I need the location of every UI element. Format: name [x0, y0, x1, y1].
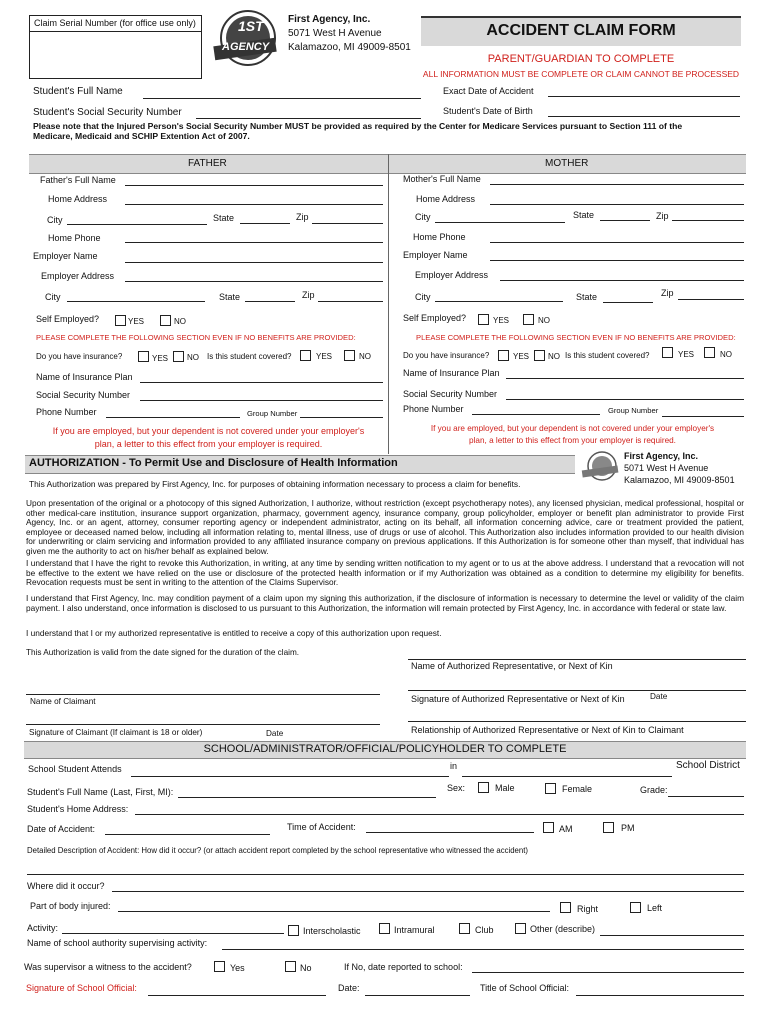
activity-field[interactable]	[62, 933, 284, 934]
witness-no-label: No	[300, 963, 312, 973]
mother-zip-label: Zip	[656, 211, 669, 221]
body-right-checkbox[interactable]	[560, 902, 571, 913]
father-student-covered-label: Is this student covered?	[207, 352, 292, 361]
witness-yes-label: Yes	[230, 963, 245, 973]
mother-insurance-plan-field[interactable]	[506, 378, 744, 379]
mother-self-employed-yes-label: YES	[493, 316, 510, 325]
mother-self-employed-no-label: NO	[538, 316, 550, 325]
mother-insurance-plan-label: Name of Insurance Plan	[403, 368, 500, 378]
father-self-employed-yes-label: YES	[128, 317, 145, 326]
father-group-label: Group Number	[247, 409, 298, 418]
activity-club-label: Club	[475, 925, 494, 935]
father-state-field[interactable]	[240, 223, 290, 224]
mother-heading: MOTHER	[545, 158, 589, 169]
body-part-field[interactable]	[118, 911, 550, 912]
ssn-notice: Please note that the Injured Person's Social Security Number MUST be provided as required by the Center for Medicare Services pursuant to Section 111 of the Medicare, Medicaid and SCHIP Extention Act of 2007.	[33, 121, 683, 141]
father-ssn-field[interactable]	[140, 400, 383, 401]
witness-yes-checkbox[interactable]	[214, 961, 225, 972]
mother-covered-yes-checkbox[interactable]	[662, 347, 673, 358]
time-am-label: AM	[559, 824, 573, 834]
school-student-name-label: Student's Full Name (Last, First, MI):	[27, 787, 174, 797]
school-accident-time-label: Time of Accident:	[287, 822, 356, 832]
mother-state2-field[interactable]	[603, 302, 653, 303]
rep-name-field[interactable]	[408, 659, 746, 660]
auth-company-street: 5071 West H Avenue	[624, 463, 709, 473]
body-left-label: Left	[647, 903, 663, 913]
mother-phone-label: Phone Number	[403, 404, 464, 414]
father-insurance-no-checkbox[interactable]	[173, 351, 184, 362]
serial-number-input[interactable]	[31, 33, 199, 76]
father-zip-label: Zip	[296, 212, 309, 222]
father-full-name-field[interactable]	[125, 185, 383, 186]
school-district-field[interactable]	[462, 776, 672, 777]
father-zip2-field[interactable]	[318, 301, 383, 302]
father-covered-no-label: NO	[359, 352, 371, 361]
student-full-name-field[interactable]	[143, 98, 421, 99]
authority-name-field[interactable]	[222, 949, 744, 950]
father-self-employed-no-checkbox[interactable]	[160, 315, 171, 326]
small-agency-logo	[580, 450, 620, 484]
school-signature-label: Signature of School Official:	[26, 983, 137, 993]
school-signature-field[interactable]	[148, 995, 326, 996]
mother-home-phone-field[interactable]	[490, 242, 744, 243]
school-heading: SCHOOL/ADMINISTRATOR/OFFICIAL/POLICYHOLDER TO COMPLETE	[203, 743, 567, 755]
mother-zip2-field[interactable]	[678, 299, 744, 300]
school-district-label: School District	[676, 760, 740, 771]
father-self-employed-yes-checkbox[interactable]	[115, 315, 126, 326]
school-title-field[interactable]	[576, 995, 744, 996]
father-complete-note: PLEASE COMPLETE THE FOLLOWING SECTION EVEN IF NO BENEFITS ARE PROVIDED:	[36, 333, 356, 342]
rep-signature-field[interactable]	[408, 690, 746, 691]
mother-phone-field[interactable]	[472, 414, 600, 415]
time-pm-label: PM	[621, 823, 635, 833]
body-left-checkbox[interactable]	[630, 902, 641, 913]
logo-bottom-text: AGENCY	[222, 41, 270, 53]
auth-paragraph-1: Upon presentation of the original or a photocopy of this signed Authorization, I authorize, without restriction (except psychotherapy notes), any licensed physician, medical professional, hospital or other medical-care institution, insurance support organization, pharmacy, government agency, insurance company, group policyholder, employer or benefit plan administrator to provide First Agency, Inc. or an agent, attorney, consumer reporting agency or independent administrator, acting on its behalf, all information concerning advice, care or treatment provided the patient, employee or deceased named below, including all information relating to, mental illness, use of drugs or use of alcohol. This Authorization also includes information provided to our health division for underwriting or claim servicing and information provided to any affiliated insurance company on previous applications. If this Authorization is for someone other than myself, that individual has given me the authority to act on his/her behalf as explained below.	[26, 498, 744, 556]
claimant-date-label: Date	[266, 729, 284, 738]
father-covered-no-checkbox[interactable]	[344, 350, 355, 361]
mother-full-name-field[interactable]	[490, 184, 744, 185]
school-accident-time-field[interactable]	[366, 832, 534, 833]
father-state2-field[interactable]	[245, 301, 295, 302]
mother-ssn-field[interactable]	[506, 399, 744, 400]
father-employer-name-label: Employer Name	[33, 251, 98, 261]
father-city2-field[interactable]	[67, 301, 205, 302]
mother-ssn-label: Social Security Number	[403, 389, 498, 399]
witness-no-checkbox[interactable]	[285, 961, 296, 972]
school-date-field[interactable]	[365, 995, 470, 996]
father-insurance-yes-label: YES	[152, 354, 169, 363]
school-date-label: Date:	[338, 983, 360, 993]
if-no-date-label: If No, date reported to school:	[344, 962, 463, 972]
father-employer-address-field[interactable]	[125, 281, 383, 282]
auth-company-name: First Agency, Inc.	[624, 451, 699, 461]
activity-interscholastic-checkbox[interactable]	[288, 925, 299, 936]
mother-zip2-label: Zip	[661, 288, 674, 298]
claimant-name-label: Name of Claimant	[30, 697, 96, 706]
student-ssn-field[interactable]	[196, 118, 421, 119]
student-ssn-label: Student's Social Security Number	[33, 107, 182, 118]
accident-date-label: Exact Date of Accident	[443, 86, 534, 96]
claimant-signature-field[interactable]	[26, 724, 380, 725]
if-no-date-field[interactable]	[472, 972, 744, 973]
father-employer-name-field[interactable]	[125, 262, 383, 263]
father-phone-field[interactable]	[106, 417, 240, 418]
mother-employer-address-label: Employer Address	[415, 270, 489, 280]
parents-divider	[388, 154, 389, 454]
father-home-phone-field[interactable]	[125, 242, 383, 243]
student-dob-label: Student's Date of Birth	[443, 106, 533, 116]
student-full-name-label: Student's Full Name	[33, 86, 123, 97]
activity-other-field[interactable]	[600, 935, 744, 936]
father-home-address-label: Home Address	[48, 194, 108, 204]
accident-date-field[interactable]	[548, 96, 740, 97]
mother-employed-note-1: If you are employed, but your dependent is not covered under your employer's	[430, 424, 715, 433]
mother-employed-note-2: plan, a letter to this effect from your employer is required.	[469, 436, 676, 445]
accident-description-field[interactable]	[27, 874, 744, 875]
mother-state-label: State	[573, 210, 595, 220]
company-name: First Agency, Inc.	[288, 14, 371, 25]
auth-paragraph-2: I understand that I have the right to revoke this Authorization, in writing, at any time by sending written notification to my agent or to us at the above address. I understand that a revocation will not be effective to the extent we have relied on the use or disclosure of the protected health information or if my Authorization was obtained as a condition to determine my eligibility for benefits. Revocation requests must be sent in writing to the attention of the Claims Supervisor.	[26, 558, 744, 588]
time-pm-checkbox[interactable]	[603, 822, 614, 833]
accident-description-label: Detailed Description of Accident: How did it occur? (or attach accident report completed by the school representative who witnessed the accident)	[27, 846, 528, 855]
mother-covered-no-checkbox[interactable]	[704, 347, 715, 358]
mother-home-phone-label: Home Phone	[413, 232, 466, 242]
school-home-address-field[interactable]	[135, 814, 744, 815]
sex-female-checkbox[interactable]	[545, 783, 556, 794]
form-title: ACCIDENT CLAIM FORM	[486, 22, 676, 39]
father-covered-yes-checkbox[interactable]	[300, 350, 311, 361]
activity-club-checkbox[interactable]	[459, 923, 470, 934]
mother-insurance-no-label: NO	[548, 352, 560, 361]
father-home-address-field[interactable]	[125, 204, 383, 205]
mother-city2-label: City	[415, 292, 431, 302]
mother-city-label: City	[415, 212, 431, 222]
company-city: Kalamazoo, MI 49009-8501	[288, 42, 411, 53]
mother-group-field[interactable]	[662, 416, 744, 417]
sex-male-label: Male	[495, 783, 515, 793]
school-attends-field[interactable]	[131, 776, 449, 777]
mother-home-address-label: Home Address	[416, 194, 476, 204]
father-full-name-label: Father's Full Name	[40, 175, 116, 185]
father-have-insurance-label: Do you have insurance?	[36, 352, 123, 361]
father-ssn-label: Social Security Number	[36, 390, 131, 400]
mother-covered-yes-label: YES	[678, 350, 695, 359]
father-zip-field[interactable]	[312, 223, 383, 224]
father-city-field[interactable]	[67, 224, 207, 225]
mother-complete-note: PLEASE COMPLETE THE FOLLOWING SECTION EVEN IF NO BENEFITS ARE PROVIDED:	[416, 333, 736, 342]
activity-other-label: Other (describe)	[530, 924, 596, 934]
mother-zip-field[interactable]	[672, 220, 744, 221]
mother-employer-name-field[interactable]	[490, 260, 744, 261]
sex-male-checkbox[interactable]	[478, 782, 489, 793]
mother-home-address-field[interactable]	[490, 204, 744, 205]
authorization-heading: AUTHORIZATION - To Permit Use and Disclosure of Health Information	[29, 457, 398, 469]
mother-insurance-no-checkbox[interactable]	[534, 350, 545, 361]
mother-state-field[interactable]	[600, 220, 650, 221]
mother-full-name-label: Mother's Full Name	[403, 174, 481, 184]
mother-self-employed-no-checkbox[interactable]	[523, 314, 534, 325]
student-dob-field[interactable]	[548, 116, 740, 117]
supervisor-witness-label: Was supervisor a witness to the accident?	[24, 962, 192, 972]
rep-signature-label: Signature of Authorized Representative or Next of Kin	[411, 694, 625, 704]
auth-paragraph-3: I understand that First Agency, Inc. may condition payment of a claim upon my signing this authorization, if the disclosure of information is necessary to determine the level or validity of the claim payment. I also understand, once information is disclosed to us pursuant to this Authorization, the information will remain protected by First Agency, Inc. in accordance with federal or state law.	[26, 593, 744, 613]
auth-company-city: Kalamazoo, MI 49009-8501	[624, 475, 735, 485]
father-state2-label: State	[219, 292, 241, 302]
father-state-label: State	[213, 213, 235, 223]
where-occurred-label: Where did it occur?	[27, 881, 105, 891]
sex-female-label: Female	[562, 784, 593, 794]
school-in-label: in	[450, 761, 458, 771]
mother-employer-name-label: Employer Name	[403, 250, 468, 260]
all-info-note: ALL INFORMATION MUST BE COMPLETE OR CLAIM CANNOT BE PROCESSED	[422, 69, 740, 79]
company-street: 5071 West H Avenue	[288, 28, 382, 39]
father-insurance-no-label: NO	[187, 353, 199, 362]
relationship-label: Relationship of Authorized Representative or Next of Kin to Claimant	[411, 725, 684, 735]
body-right-label: Right	[577, 904, 599, 914]
auth-valid-note: This Authorization is valid from the date signed for the duration of the claim.	[26, 648, 300, 657]
relationship-field[interactable]	[408, 721, 746, 722]
mother-have-insurance-label: Do you have insurance?	[403, 351, 490, 360]
rep-date-label: Date	[650, 692, 668, 701]
mother-employer-address-field[interactable]	[500, 280, 744, 281]
mother-city-field[interactable]	[435, 222, 565, 223]
mother-self-employed-label: Self Employed?	[403, 313, 467, 323]
school-accident-date-label: Date of Accident:	[27, 824, 96, 834]
school-grade-label: Grade:	[640, 785, 668, 795]
claimant-name-field[interactable]	[26, 694, 380, 695]
father-self-employed-no-label: NO	[174, 317, 186, 326]
father-self-employed-label: Self Employed?	[36, 314, 100, 324]
father-covered-yes-label: YES	[316, 352, 333, 361]
rep-name-label: Name of Authorized Representative, or Next of Kin	[411, 661, 613, 671]
father-group-field[interactable]	[300, 417, 383, 418]
father-home-phone-label: Home Phone	[48, 233, 101, 243]
activity-intramural-label: Intramural	[394, 925, 435, 935]
father-employed-note-1: If you are employed, but your dependent is not covered under your employer's	[52, 426, 365, 436]
father-zip2-label: Zip	[302, 290, 315, 300]
father-employer-address-label: Employer Address	[41, 271, 115, 281]
school-accident-date-field[interactable]	[105, 834, 270, 835]
mother-state2-label: State	[576, 292, 598, 302]
school-student-name-field[interactable]	[178, 797, 436, 798]
mother-student-covered-label: Is this student covered?	[565, 351, 650, 360]
body-part-label: Part of body injured:	[30, 901, 111, 911]
father-city-label: City	[47, 215, 63, 225]
auth-paragraph-4: I understand that I or my authorized representative is entitled to receive a copy of this authorization upon request.	[26, 628, 442, 638]
father-insurance-plan-label: Name of Insurance Plan	[36, 372, 133, 382]
activity-intramural-checkbox[interactable]	[379, 923, 390, 934]
where-occurred-field[interactable]	[112, 891, 744, 892]
school-home-address-label: Student's Home Address:	[27, 804, 129, 814]
school-title-label: Title of School Official:	[480, 983, 570, 993]
mother-group-label: Group Number	[608, 406, 659, 415]
mother-self-employed-yes-checkbox[interactable]	[478, 314, 489, 325]
school-grade-field[interactable]	[668, 796, 744, 797]
time-am-checkbox[interactable]	[543, 822, 554, 833]
school-attends-label: School Student Attends	[28, 764, 122, 774]
mother-city2-field[interactable]	[435, 301, 563, 302]
father-insurance-yes-checkbox[interactable]	[138, 351, 149, 362]
logo-top-text: 1ST	[238, 18, 264, 34]
activity-other-checkbox[interactable]	[515, 923, 526, 934]
father-phone-label: Phone Number	[36, 407, 97, 417]
activity-interscholastic-label: Interscholastic	[303, 926, 361, 936]
father-city2-label: City	[45, 292, 61, 302]
parent-heading: PARENT/GUARDIAN TO COMPLETE	[487, 53, 675, 65]
mother-covered-no-label: NO	[720, 350, 732, 359]
father-employed-note-2: plan, a letter to this effect from your employer is required.	[94, 439, 323, 449]
auth-prepared-by: This Authorization was prepared by First Agency, Inc. for purposes of obtaining information necessary to process a claim for benefits.	[29, 479, 521, 489]
agency-logo	[210, 8, 280, 68]
activity-label: Activity:	[27, 923, 59, 933]
father-insurance-plan-field[interactable]	[140, 382, 383, 383]
serial-label: Claim Serial Number (for office use only)	[34, 18, 196, 28]
authority-name-label: Name of school authority supervising activity:	[27, 938, 208, 948]
school-sex-label: Sex:	[447, 783, 466, 793]
father-heading: FATHER	[188, 158, 227, 169]
claimant-signature-label: Signature of Claimant (If claimant is 18 or older)	[29, 728, 203, 737]
mother-insurance-yes-label: YES	[513, 352, 530, 361]
mother-insurance-yes-checkbox[interactable]	[498, 350, 509, 361]
